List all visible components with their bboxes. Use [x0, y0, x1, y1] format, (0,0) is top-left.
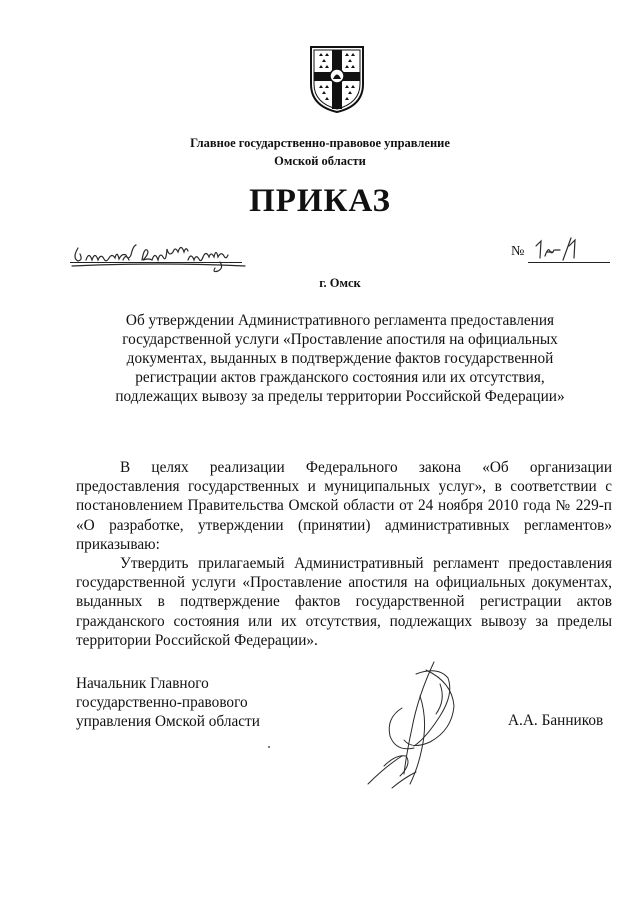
signatory-position-line: государственно-правового	[76, 694, 248, 711]
order-subject: Об утверждении Административного регламента предоставления государственной услуги «Проставление апостиля на официальных документах, выданных в подтверждение фактов государственной регистрации актов гражданского состояния или их отсутствия, подлежащих вывозу за пределы территории Российской Федерации»	[115, 312, 565, 405]
order-body	[76, 458, 612, 650]
body-paragraph-preamble: В целях реализации Федерального закона «Об организации предоставления государственных и муниципальных услуг», в соответствии с постановлением Правительства Омской области от 24 ноября 2010 года № 229-п «О разработке, утверждении (принятии) административных регламентов» приказываю:	[76, 459, 612, 553]
signatory-position	[76, 674, 316, 731]
city: г. Омск	[319, 276, 361, 290]
signatory-position-line: управления Омской области	[76, 713, 260, 730]
document-title: ПРИКАЗ	[249, 183, 391, 219]
handwritten-order-number	[533, 236, 581, 262]
handwritten-signature-icon	[356, 656, 466, 796]
signatory-name: А.А. Банников	[508, 712, 604, 729]
coat-of-arms-icon	[308, 44, 366, 114]
body-paragraph-directive: Утвердить прилагаемый Административный регламент предоставления государственной услуги «Проставление апостиля на официальных документах, выданных в подтверждение фактов государственной регистрации актов гражданского состояния или их отсутствия, подлежащих вывозу за пределы территории Российской Федерации».	[76, 555, 612, 649]
organization-name: Главное государственно-правовое управление	[190, 136, 450, 150]
organization-region: Омской области	[274, 154, 366, 168]
order-number-label: №	[511, 244, 525, 259]
scan-speck	[268, 746, 270, 748]
handwritten-date	[70, 236, 250, 274]
date-underline	[70, 262, 242, 263]
signatory-position-line: Начальник Главного	[76, 675, 209, 692]
number-underline	[528, 262, 610, 263]
